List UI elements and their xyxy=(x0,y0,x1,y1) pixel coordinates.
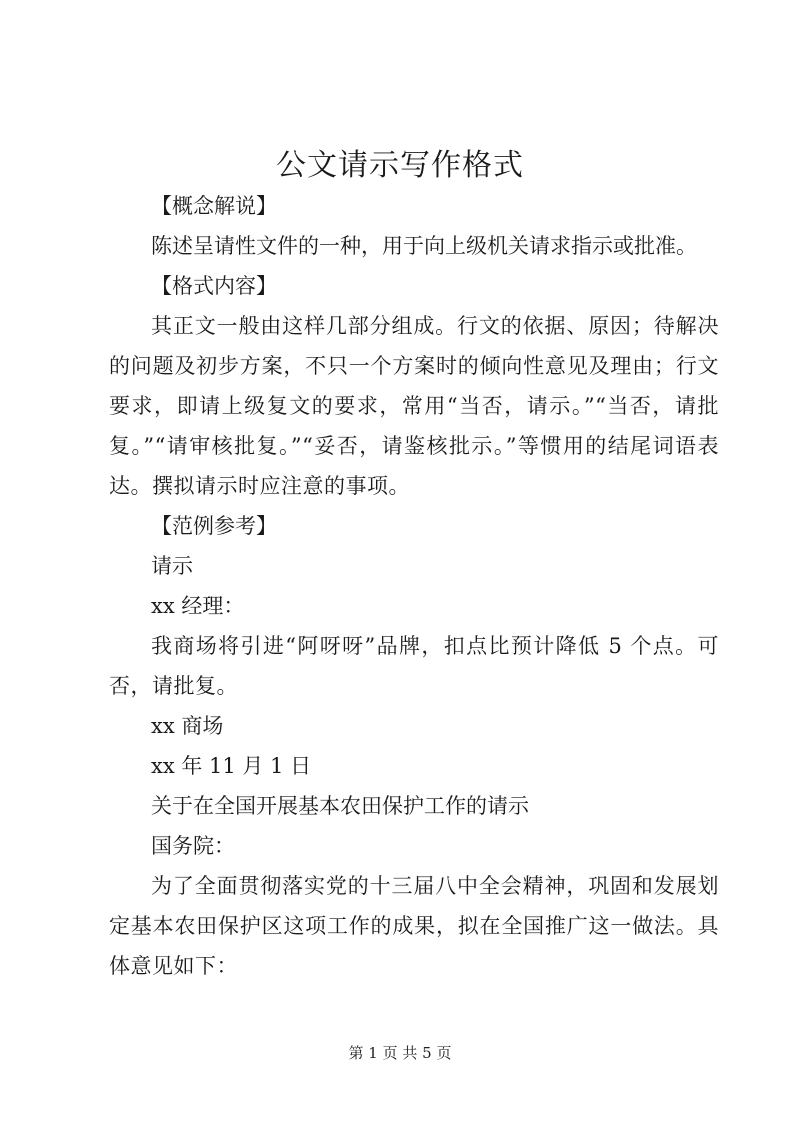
example1-sender: xx 商场 xyxy=(151,714,224,738)
example1-recipient: xx 经理： xyxy=(151,594,245,618)
example2-body: 为了全面贯彻落实党的十三届八中全会精神，巩固和发展划定基本农田保护区这项工作的成果，拟在全国推广这一做法。具体意见如下： xyxy=(109,874,719,978)
concept-heading: 【概念解说】 xyxy=(151,194,277,218)
format-heading: 【格式内容】 xyxy=(151,274,277,298)
example-heading: 【范例参考】 xyxy=(151,514,277,538)
example1-title: 请示 xyxy=(151,554,193,578)
page-footer: 第 1 页 共 5 页 xyxy=(348,1044,452,1062)
example1-date: xx 年 11 月 1 日 xyxy=(151,754,312,778)
document-title: 公文请示写作格式 xyxy=(276,148,524,183)
concept-text: 陈述呈请性文件的一种，用于向上级机关请求指示或批准。 xyxy=(151,234,697,258)
document-body xyxy=(109,186,719,986)
example2-recipient: 国务院： xyxy=(151,834,235,858)
format-text: 其正文一般由这样几部分组成。行文的依据、原因；待解决的问题及初步方案，不只一个方案时的倾向性意见及理由；行文要求，即请上级复文的要求，常用“当否，请示。”“当否，请批复。”“请审核批复。”“妥否，请鉴核批示。”等惯用的结尾词语表达。撰拟请示时应注意的事项。 xyxy=(109,314,719,498)
example1-body: 我商场将引进“阿呀呀”品牌，扣点比预计降低 5 个点。可否，请批复。 xyxy=(109,634,719,698)
example2-title: 关于在全国开展基本农田保护工作的请示 xyxy=(151,794,529,818)
